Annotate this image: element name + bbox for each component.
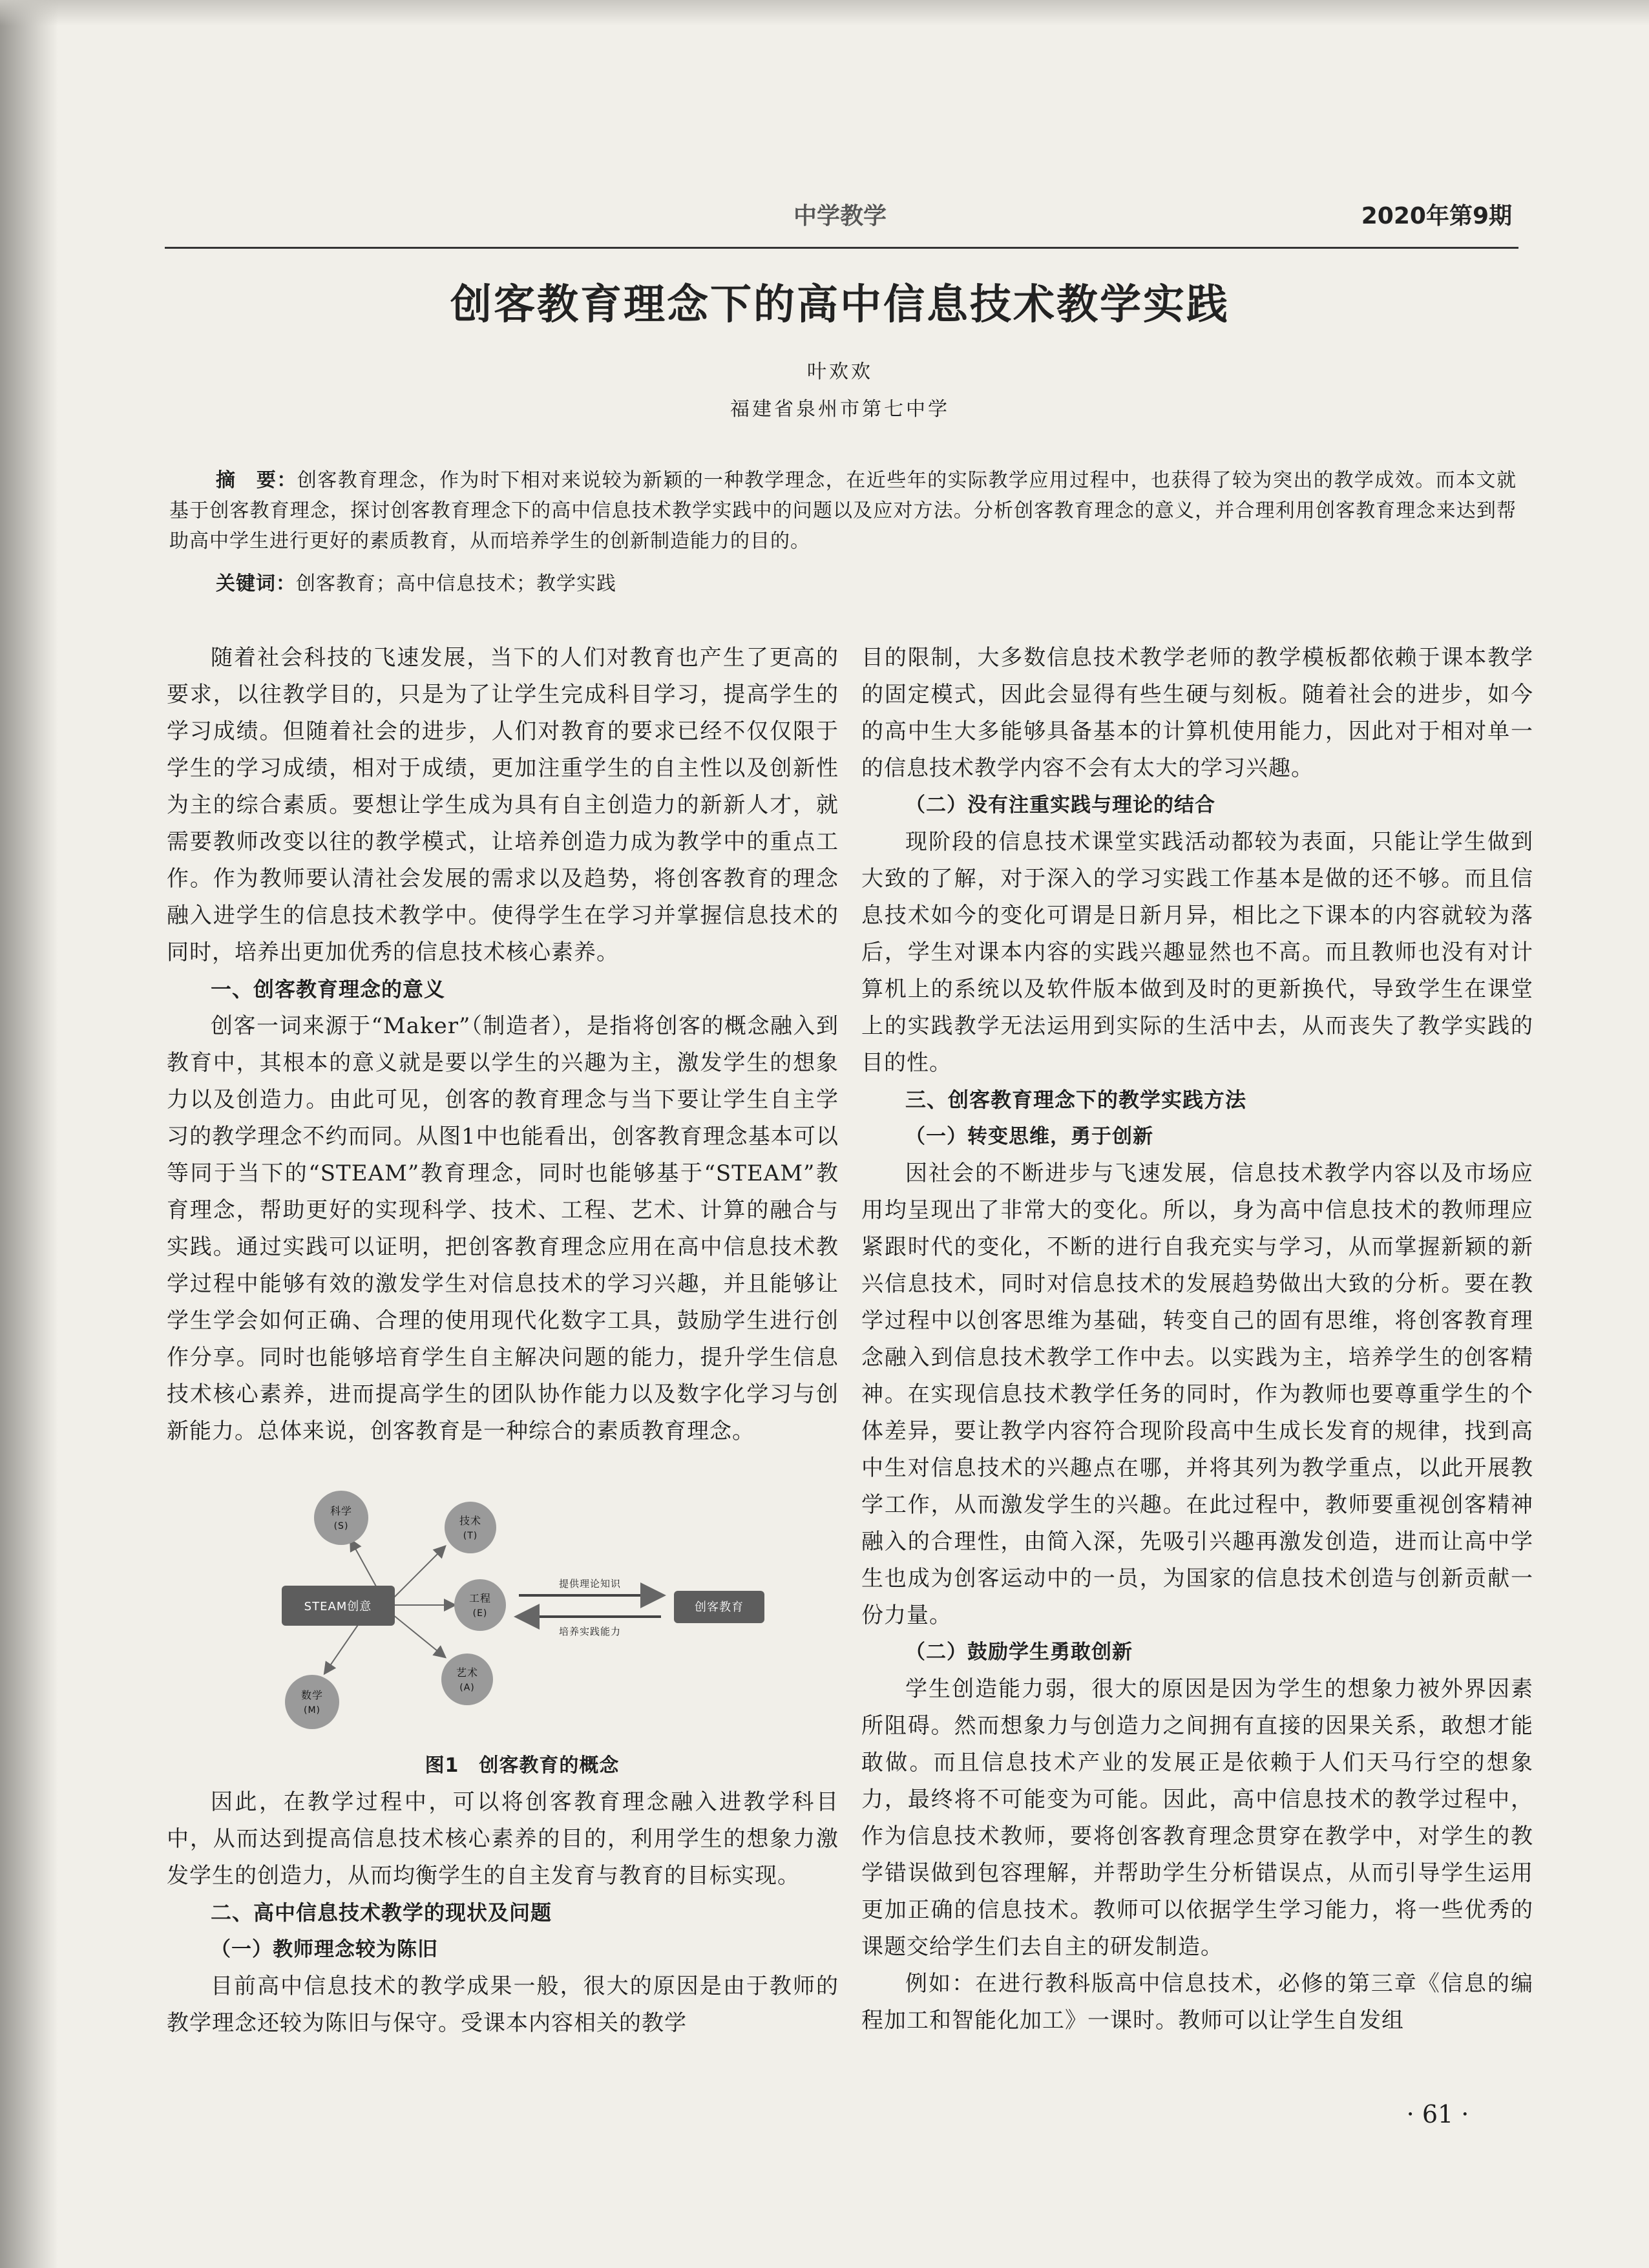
section-3-sub-1-paragraph: 因社会的不断进步与飞速发展，信息技术教学内容以及市场应用均呈现出了非常大的变化。所以，身为高中信息技术的教师理应紧跟时代的变化，不断的进行自我充实与学习，从而掌握新颖的新兴信息技术，同时对信息技术的发展趋势做出大致的分析。要在教学过程中以创客思维为基础，转变自己的固有思维，将创客教育理念融入到信息技术教学工作中去。以实践为主，培养学生的创客精神。在实现信息技术教学任务的同时，作为教师也要尊重学生的个体差异，要让教学内容符合现阶段高中生成长发育的规律，找到高中生对信息技术的兴趣点在哪，并将其列为教学重点，以此开展教学工作，从而激发学生的兴趣。在此过程中，教师要重视创客精神融入的合理性，由简入深，先吸引兴趣再激发创造，进而让高中学生也成为创客运动中的一员，为国家的信息技术创造与创新贡献一份力量。: [861, 1160, 1533, 1628]
steam-center-label: STEAM创意: [304, 1600, 372, 1613]
figure-1: [167, 1469, 839, 1741]
connector-math: [325, 1621, 361, 1673]
journal-name: 中学教学: [793, 203, 887, 229]
intro-paragraph: 随着社会科技的飞速发展，当下的人们对教育也产生了更高的要求，以往教学目的，只是为了让学生完成科目学习，提高学生的学习成绩。但随着社会的进步，人们对教育的要求已经不仅仅限于学生的学习成绩，相对于成绩，更加注重学生的自主性以及创新性为主的综合素质。要想让学生成为具有自主创造力的新新人才，就需要教师改变以往的教学模式，让培养创造力成为教学中的重点工作。作为教师要认清社会发展的需求以及趋势，将创客教育的理念融入进学生的信息技术教学中。使得学生在学习并掌握信息技术的同时，培养出更加优秀的信息技术核心素养。: [167, 645, 839, 965]
section-2-heading: 二、高中信息技术教学的现状及问题: [211, 1900, 552, 1925]
connector-art: [393, 1615, 445, 1657]
node-math-abbr: (M): [303, 1705, 321, 1716]
node-engineering-label: 工程: [468, 1592, 492, 1604]
section-2-sub-1-heading: （一）教师理念较为陈旧: [211, 1938, 438, 1961]
article-affiliation: 福建省泉州市第七中学: [730, 398, 950, 421]
section-2-sub-2-paragraph: 现阶段的信息技术课堂实践活动都较为表面，只能让学生做到大致的了解，对于深入的学习实践工作基本是做的还不够。而且信息技术如今的变化可谓是日新月异，相比之下课本的内容就较为落后，学生对课本内容的实践兴趣显然也不高。而且教师也没有对计算机上的系统以及软件版本做到及时的更新换代，导致学生在课堂上的实践教学无法运用到实际的生活中去，从而丧失了教学实践的目的性。: [861, 829, 1533, 1076]
page-number: · 61 ·: [1406, 2100, 1469, 2128]
section-3-sub-2-paragraph-2: 例如：在进行教科版高中信息技术，必修的第三章《信息的编程加工和智能化加工》一课时。教师可以让学生自发组: [861, 1971, 1533, 2033]
node-science-label: 科学: [330, 1505, 353, 1517]
maker-education-label: 创客教育: [695, 1601, 744, 1614]
node-art-abbr: (A): [459, 1683, 475, 1693]
article-author: 叶欢欢: [807, 361, 873, 383]
arrow-theory-label: 提供理论知识: [558, 1578, 622, 1590]
continued-paragraph: 目的限制，大多数信息技术教学老师的教学模板都依赖于课本教学的固定模式，因此会显得有些生硬与刻板。随着社会的进步，如今的高中生大多能够具备基本的计算机使用能力，因此对于相对单一的信息技术教学内容不会有太大的学习兴趣。: [861, 645, 1533, 781]
node-science-abbr: (S): [333, 1521, 349, 1531]
header-rule: [165, 247, 1518, 249]
section-2-sub-2-heading: （二）没有注重实践与理论的结合: [905, 793, 1215, 817]
abstract-label: 摘 要：: [216, 469, 297, 492]
connector-technology: [393, 1547, 445, 1599]
node-technology-abbr: (T): [463, 1531, 478, 1541]
node-technology: [445, 1502, 496, 1553]
keywords-label: 关键词：: [216, 572, 296, 595]
steam-diagram: [167, 1469, 839, 1741]
article-title: 创客教育理念下的高中信息技术教学实践: [450, 281, 1230, 329]
section-3-sub-1-heading: （一）转变思维，勇于创新: [905, 1125, 1153, 1148]
section-2-sub-1-paragraph: 目前高中信息技术的教学成果一般，很大的原因是由于教师的教学理念还较为陈旧与保守。受课本内容相关的教学: [167, 1973, 839, 2036]
node-science: [314, 1491, 368, 1545]
section-1-paragraph-1: 创客一词来源于“Maker”（制造者），是指将创客的概念融入到教育中，其根本的意义就是要以学生的兴趣为主，激发学生的想象力以及创造力。由此可见，创客的教育理念与当下要让学生自主学习的教学理念不约而同。从图1中也能看出，创客教育理念基本可以等同于当下的“STEAM”教育理念，同时也能够基于“STEAM”教育理念，帮助更好的实现科学、技术、工程、艺术、计算的融合与实践。通过实践可以证明，把创客教育理念应用在高中信息技术教学过程中能够有效的激发学生对信息技术的学习兴趣，并且能够让学生学会如何正确、合理的使用现代化数字工具，鼓励学生进行创作分享。同时也能够培育学生自主解决问题的能力，提升学生信息技术核心素养，进而提高学生的团队协作能力以及数字化学习与创新能力。总体来说，创客教育是一种综合的素质教育理念。: [167, 1013, 839, 1444]
section-1-paragraph-2: 因此，在教学过程中，可以将创客教育理念融入进教学科目中，从而达到提高信息技术核心素养的目的，利用学生的想象力激发学生的创造力，从而均衡学生的自主发育与教育的目标实现。: [167, 1789, 839, 1889]
node-technology-label: 技术: [459, 1515, 482, 1527]
node-art-label: 艺术: [456, 1666, 479, 1679]
node-engineering-abbr: (E): [472, 1608, 488, 1619]
node-art: [441, 1654, 493, 1705]
figure-1-caption: 图1 创客教育的概念: [425, 1754, 620, 1777]
node-math: [285, 1675, 339, 1729]
section-3-heading: 三、创客教育理念下的教学实践方法: [905, 1087, 1247, 1112]
left-column: [167, 640, 839, 2042]
right-column: [861, 640, 1533, 2039]
page-top-shadow: [0, 0, 1649, 26]
keywords-text: 创客教育；高中信息技术；教学实践: [296, 572, 616, 595]
section-3-sub-2-paragraph-1: 学生创造能力弱，很大的原因是因为学生的想象力被外界因素所阻碍。然而想象力与创造力之间拥有直接的因果关系，敢想才能敢做。而且信息技术产业的发展正是依赖于人们天马行空的想象力，最终将不可能变为可能。因此，高中信息技术的教学过程中，作为信息技术教师，要将创客教育理念贯穿在教学中，对学生的教学错误做到包容理解，并帮助学生分析错误点，从而引导学生运用更加正确的信息技术。教师可以依据学生学习能力，将一些优秀的课题交给学生们去自主的研发制造。: [861, 1676, 1533, 1960]
page-binding-shadow: [0, 0, 58, 2268]
abstract-text: 创客教育理念，作为时下相对来说较为新颖的一种教学理念，在近些年的实际教学应用过程中，也获得了较为突出的教学成效。而本文就基于创客教育理念，探讨创客教育理念下的高中信息技术教学实践中的问题以及应对方法。分析创客教育理念的意义，并合理利用创客教育理念来达到帮助高中学生进行更好的素质教育，从而培养学生的创新制造能力的目的。: [169, 469, 1517, 552]
arrow-practice-label: 培养实践能力: [558, 1626, 622, 1637]
node-math-label: 数学: [300, 1689, 324, 1701]
issue-number: 2020年第9期: [1361, 203, 1512, 229]
abstract: [169, 465, 1517, 556]
section-3-sub-2-heading: （二）鼓励学生勇敢创新: [905, 1641, 1133, 1664]
section-1-heading: 一、创客教育理念的意义: [211, 977, 446, 1002]
node-engineering: [454, 1579, 506, 1631]
keywords: [216, 569, 1444, 599]
